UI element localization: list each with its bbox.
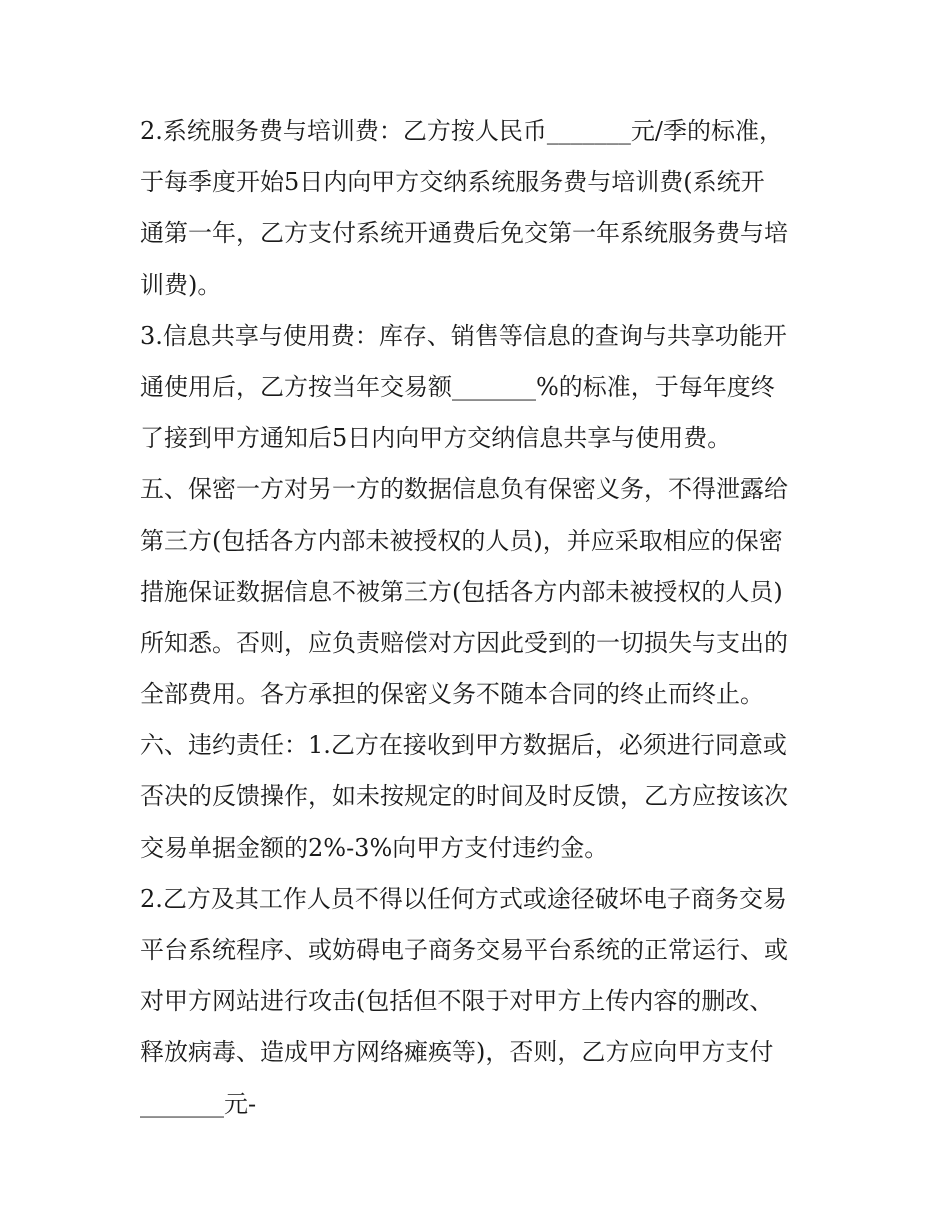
text-line: 2.乙方及其工作人员不得以任何方式或途径破坏电子商务交易 xyxy=(140,884,787,913)
text-line: 通使用后，乙方按当年交易额_______%的标准，于每年度终 xyxy=(140,372,775,401)
text-line: 了接到甲方通知后5日内向甲方交纳信息共享与使用费。 xyxy=(140,424,732,453)
contract-text xyxy=(140,106,820,1130)
text-line: 六、违约责任：1.乙方在接收到甲方数据后，必须进行同意或 xyxy=(140,731,787,760)
text-line: 所知悉。否则，应负责赔偿对方因此受到的一切损失与支出的 xyxy=(140,628,788,657)
text-line: 2.系统服务费与培训费：乙方按人民币_______元/季的标准， xyxy=(140,117,783,145)
text-line: 五、保密一方对另一方的数据信息负有保密义务，不得泄露给 xyxy=(140,475,788,504)
text-line: 对甲方网站进行攻击(包括但不限于对甲方上传内容的删改、 xyxy=(140,987,774,1016)
text-line: 否决的反馈操作，如未按规定的时间及时反馈，乙方应按该次 xyxy=(140,782,788,811)
text-line: 交易单据金额的2%-3%向甲方支付违约金。 xyxy=(140,833,609,862)
text-line: 措施保证数据信息不被第三方(包括各方内部未被授权的人员) xyxy=(140,577,783,606)
text-line: 第三方(包括各方内部未被授权的人员)，并应采取相应的保密 xyxy=(140,526,783,555)
text-line: 通第一年，乙方支付系统开通费后免交第一年系统服务费与培 xyxy=(140,219,788,248)
text-line: 平台系统程序、或妨碍电子商务交易平台系统的正常运行、或 xyxy=(140,936,788,964)
text-line: _______元- xyxy=(140,1089,257,1118)
text-line: 释放病毒、造成甲方网络瘫痪等)，否则，乙方应向甲方支付 xyxy=(140,1038,774,1067)
text-line: 全部费用。各方承担的保密义务不随本合同的终止而终止。 xyxy=(140,680,764,709)
text-line: 训费)。 xyxy=(140,270,222,299)
text-line: 3.信息共享与使用费：库存、销售等信息的查询与共享功能开 xyxy=(140,321,787,350)
text-line: 于每季度开始5日内向甲方交纳系统服务费与培训费(系统开 xyxy=(140,168,765,197)
